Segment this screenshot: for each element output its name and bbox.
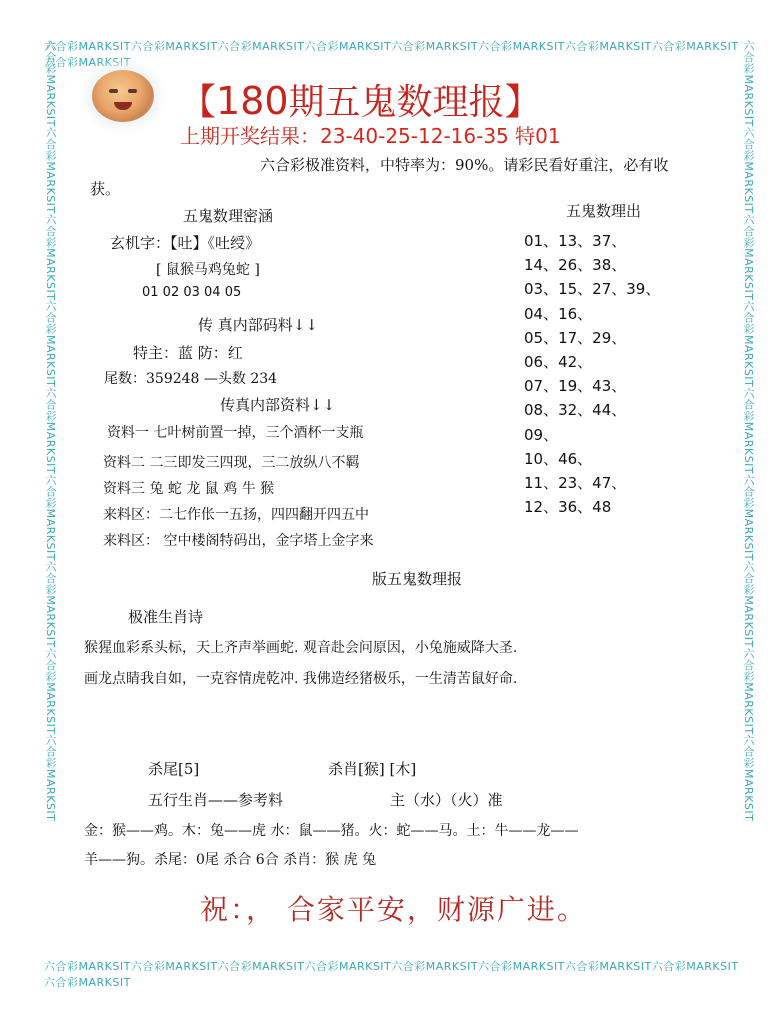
xuanji-text: 玄机字：【吐】《吐绶》 (110, 234, 261, 252)
number-row: 05、17、29、 (524, 328, 627, 347)
edition-heading: 版五鬼数理报 (372, 570, 463, 588)
kill-zodiac: 杀肖[猴] [木] (328, 760, 417, 778)
number-row: 03、15、27、39、 (524, 280, 661, 299)
five-elements-label: 五行生肖——参考料 (148, 791, 284, 809)
zodiac-list: [ 鼠猴马鸡兔蛇 ] (156, 262, 260, 278)
number-row: 04、16、 (524, 304, 593, 323)
title-bracket-open: 【 (180, 82, 217, 123)
fax-info-heading: 传真内部资料↓↓ (220, 396, 336, 414)
title-text: 期五鬼数理报 (288, 82, 505, 123)
watermark-border-bottom: 六合彩MARKSIT六合彩MARKSIT六合彩MARKSIT六合彩MARKSIT六合彩MARKSIT六合彩MARKSIT六合彩MARKSIT六合彩MARKSIT六合彩MARKSIT (44, 960, 739, 989)
number-row: 10、46、 (524, 449, 593, 468)
tail-head-numbers: 尾数：359248 —头数 234 (104, 371, 278, 387)
poem-line-2: 画龙点睛我自如，一克容情虎乾冲. 我佛造经猪极乐，一生清苦鼠好命. (84, 671, 518, 687)
poem-heading: 极准生肖诗 (128, 608, 204, 626)
previous-result: 上期开奖结果：23-40-25-12-16-35 特01 (180, 124, 561, 148)
poem-line-1: 猴猩血彩系头标，天上齐声举画蛇. 观音赴会问原因，小兔施威降大圣. (84, 640, 518, 656)
number-row: 09、 (524, 425, 559, 444)
watermark-border-top: 六合彩MARKSIT六合彩MARKSIT六合彩MARKSIT六合彩MARKSIT六合彩MARKSIT六合彩MARKSIT六合彩MARKSIT六合彩MARKSIT六合彩MARKSIT (44, 40, 739, 69)
number-row: 06、42、 (524, 353, 593, 372)
number-rows (524, 229, 660, 519)
elements-line-2: 羊——狗。杀尾：0尾 杀合 6合 杀肖：猴 虎 兔 (84, 852, 377, 868)
number-list: 01 02 03 04 05 (142, 285, 242, 300)
special-color: 特主：蓝 防：红 (133, 344, 243, 362)
portrait-image (92, 70, 154, 122)
info-one: 资料一 七叶树前置一掉，三个酒杯一支瓶 (107, 425, 364, 441)
number-row: 08、32、44、 (524, 401, 627, 420)
number-row: 01、13、37、 (524, 232, 627, 250)
secret-heading: 五鬼数理密涵 (183, 207, 274, 225)
elements-line-1: 金：猴——鸡。木：兔——虎 水：鼠——猪。火：蛇——马。土：牛——龙—— (84, 823, 579, 839)
kill-tail: 杀尾[5] (148, 760, 200, 778)
intro-line-1: 六合彩极准资料，中特率为：90%。请彩民看好重注，必有收 (260, 156, 669, 174)
issue-number: 180 (216, 79, 289, 123)
number-row: 07、19、43、 (524, 377, 627, 396)
intro-line-2: 获。 (90, 180, 121, 198)
info-two: 资料二 二三即发三四现，三二放纵八不羁 (103, 455, 360, 471)
fax-code-heading: 传 真内部码料↓↓ (198, 316, 318, 334)
number-row: 11、23、47、 (524, 474, 627, 493)
info-three: 资料三 兔 蛇 龙 鼠 鸡 牛 猴 (103, 481, 275, 497)
blessing-text: 祝：， 合家平安，财源广进。 (200, 893, 587, 926)
incoming-two: 来料区： 空中楼阁特码出，金字塔上金字来 (103, 533, 374, 549)
page-title (180, 74, 541, 125)
number-row: 12、36、48 (524, 498, 612, 517)
five-elements-main: 主（水）（火）准 (390, 791, 503, 809)
watermark-border-left: 六合彩MARKSIT六合彩MARKSIT六合彩MARKSIT六合彩MARKSIT六合彩MARKSIT六合彩MARKSIT六合彩MARKSIT六合彩MARKSIT六合彩MARKSIT (44, 40, 57, 822)
incoming-one: 来料区：二七作伥一五扬，四四翻开四五中 (103, 507, 369, 523)
number-row: 14、26、38、 (524, 256, 627, 275)
number-heading: 五鬼数理出 (566, 202, 642, 220)
watermark-border-right: 六合彩MARKSIT六合彩MARKSIT六合彩MARKSIT六合彩MARKSIT六合彩MARKSIT六合彩MARKSIT六合彩MARKSIT六合彩MARKSIT六合彩MARKSIT (742, 40, 755, 822)
title-bracket-close: 】 (504, 82, 541, 123)
